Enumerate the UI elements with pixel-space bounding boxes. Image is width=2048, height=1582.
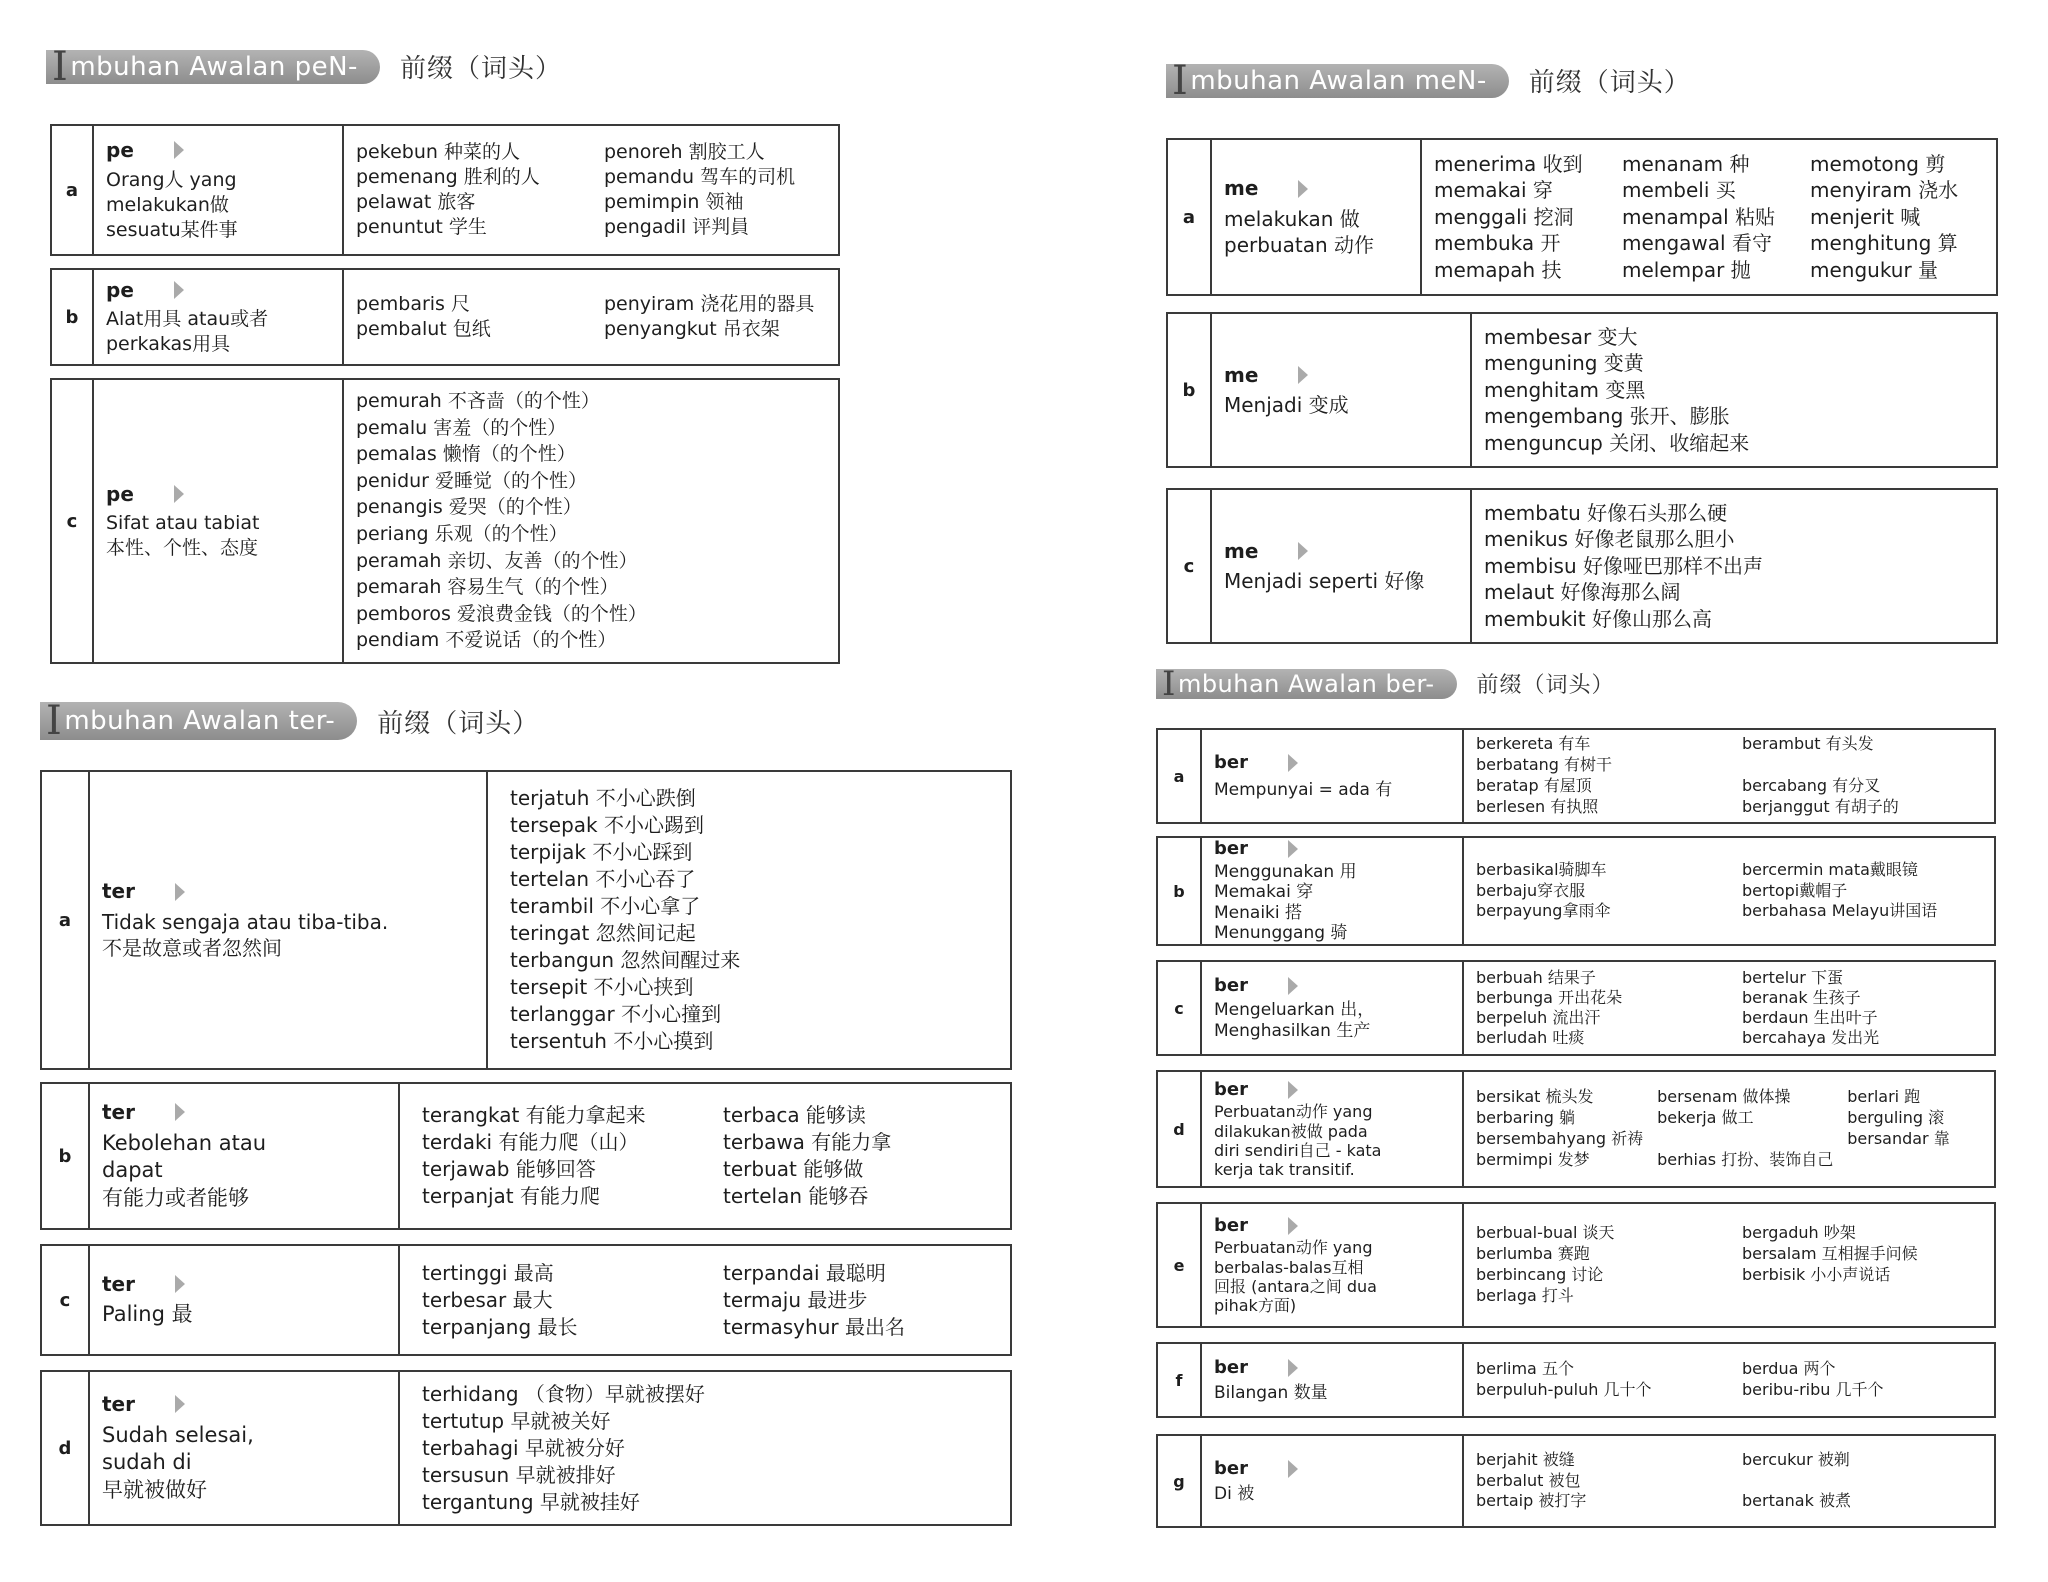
row-description (1202, 1344, 1464, 1416)
ter-row-c (40, 1244, 1012, 1356)
row-letter: b (52, 270, 94, 364)
prefix-label: me (1224, 538, 1458, 564)
arrow-icon (174, 485, 184, 503)
prefix-label: pe (106, 481, 330, 507)
word-item: termaju 最进步 (723, 1287, 868, 1312)
word-item: teringat 忽然间记起 (510, 921, 696, 945)
title-text: mbuhan Awalan ter- (64, 706, 336, 736)
word-item: pengadil 评判員 (604, 216, 750, 239)
arrow-icon (174, 141, 184, 159)
meaning-text: Sifat atau tabiat 本性、个性、态度 (106, 512, 260, 560)
title-initial: I (46, 698, 63, 744)
word-item: terdaki 有能力爬（山） (422, 1130, 639, 1154)
ber-row-g (1156, 1434, 1996, 1528)
word-list (1472, 490, 1996, 642)
word-item: terjawab 能够回答 (422, 1157, 596, 1181)
word-item: berguling 滚 (1847, 1108, 1945, 1128)
word-item: terbesar 最大 (422, 1287, 553, 1312)
word-item: pemurah 不吝啬（的个性） (356, 390, 600, 413)
row-letter: c (1158, 962, 1202, 1054)
word-item: tersusun 早就被排好 (422, 1462, 616, 1487)
word-item: terbahagi 早就被分好 (422, 1435, 625, 1460)
arrow-icon (1298, 542, 1308, 560)
word-item: bercukur 被剃 (1742, 1449, 1850, 1469)
word-item: bertelur 下蛋 (1742, 968, 1843, 987)
word-item: membeli 买 (1622, 178, 1736, 203)
word-item: berlima 五个 (1476, 1359, 1574, 1379)
word-item: terhidang （食物）早就被摆好 (422, 1381, 705, 1406)
title-text: mbuhan Awalan ber- (1177, 669, 1435, 698)
word-item: terbuat 能够做 (723, 1157, 864, 1181)
word-list (344, 380, 838, 662)
prefix-label: me (1224, 362, 1458, 388)
prefix-label: ter (102, 1271, 386, 1297)
ber-row-a (1156, 728, 1996, 824)
row-description (94, 270, 344, 364)
word-item: tertinggi 最高 (422, 1260, 554, 1285)
prefix-label: pe (106, 137, 330, 163)
word-item: bekerja 做工 (1657, 1108, 1754, 1128)
row-description (90, 1372, 400, 1524)
row-letter: d (1158, 1072, 1202, 1186)
row-letter: a (1168, 140, 1212, 294)
row-letter: g (1158, 1436, 1202, 1526)
meaning-text: Alat用具 atau或者 perkakas用具 (106, 308, 269, 356)
arrow-icon (1288, 840, 1298, 858)
word-list (1464, 1204, 1994, 1326)
meaning-text: Menggunakan 用 Memakai 穿 Menaiki 搭 Menunggang 骑 (1214, 862, 1357, 944)
prefix-label: ber (1214, 838, 1450, 860)
row-description (1202, 1072, 1464, 1186)
word-item: pendiam 不爱说话（的个性） (356, 629, 617, 652)
word-item: termasyhur 最出名 (723, 1314, 905, 1339)
word-item: berpuluh-puluh 几十个 (1476, 1380, 1652, 1399)
word-item: membesar 变大 (1484, 325, 1638, 350)
section-title-pill (1156, 663, 1457, 704)
word-item: berbunga 开出花朵 (1476, 988, 1623, 1007)
arrow-icon (1288, 1081, 1298, 1099)
word-item: terbawa 有能力拿 (723, 1130, 892, 1154)
meaning-text: Tidak sengaja atau tiba-tiba. 不是故意或者忽然间 (102, 909, 389, 961)
title-text: mbuhan Awalan peN- (70, 51, 358, 82)
word-item: membatu 好像石头那么硬 (1484, 501, 1728, 526)
meaning-text: Bilangan 数量 (1214, 1382, 1328, 1403)
word-item: bercahaya 发出光 (1742, 1028, 1880, 1047)
word-item (1742, 1471, 1982, 1492)
word-item: berbaring 躺 (1476, 1108, 1575, 1128)
meaning-text: Sudah selesai, sudah di 早就被做好 (102, 1422, 254, 1503)
word-item: bersenam 做体操 (1657, 1087, 1791, 1107)
word-item: berbisik 小小声说话 (1742, 1265, 1891, 1284)
meaning-text: melakukan 做 perbuatan 动作 (1224, 206, 1374, 258)
section-title-pill (46, 43, 380, 90)
word-item: berpayung拿雨伞 (1476, 901, 1611, 921)
word-item: melempar 抛 (1622, 257, 1751, 282)
word-item: berbahasa Melayu讲国语 (1742, 901, 1938, 921)
word-item: berdua 两个 (1742, 1359, 1836, 1379)
word-item: berbual-bual 谈天 (1476, 1223, 1615, 1243)
word-item: berhias 打扮、装饰自己 (1657, 1149, 1834, 1169)
row-letter: a (1158, 730, 1202, 822)
word-item: bersandar 靠 (1847, 1129, 1950, 1148)
section-title-men (1166, 57, 1691, 104)
word-item: terlanggar 不小心撞到 (510, 1002, 722, 1026)
prefix-label: ter (102, 878, 474, 904)
row-letter: e (1158, 1204, 1202, 1326)
row-description (94, 380, 344, 662)
word-item: berlaga 打斗 (1476, 1285, 1574, 1305)
word-item: terpijak 不小心踩到 (510, 840, 693, 864)
title-chinese: 前缀（词头） (399, 54, 562, 84)
section-title-pen (46, 43, 562, 90)
arrow-icon (1288, 1460, 1298, 1478)
word-item: menyiram 浇水 (1810, 178, 1959, 203)
row-description (90, 1246, 400, 1354)
word-item: terambil 不小心拿了 (510, 894, 701, 918)
word-list (1472, 314, 1996, 466)
row-description (1202, 838, 1464, 944)
word-item: berbaju穿衣服 (1476, 880, 1586, 900)
arrow-icon (175, 1275, 185, 1293)
word-item: penidur 爱睡觉（的个性） (356, 469, 588, 492)
row-letter: f (1158, 1344, 1202, 1416)
word-item: terbaca 能够读 (723, 1103, 866, 1127)
title-initial: I (52, 43, 69, 90)
word-item: berkereta 有车 (1476, 734, 1591, 754)
word-item: pemenang 胜利的人 (356, 165, 540, 188)
word-item: mengawal 看守 (1622, 231, 1772, 256)
arrow-icon (1288, 1217, 1298, 1235)
word-list (1464, 1344, 1994, 1416)
meaning-text: Menjadi seperti 好像 (1224, 569, 1425, 593)
word-item: penangis 爱哭（的个性） (356, 496, 582, 519)
prefix-label: ber (1214, 751, 1450, 775)
row-description (1212, 314, 1472, 466)
word-item: penyangkut 吊衣架 (604, 318, 780, 340)
word-item: berbuah 结果子 (1476, 968, 1596, 987)
row-description (90, 1084, 400, 1228)
word-list (400, 1084, 1010, 1228)
word-item: beribu-ribu 几千个 (1742, 1380, 1884, 1399)
meaning-text: Perbuatan动作 yang berbalas-balas互相 回报 (antara之间 dua pihak方面) (1214, 1238, 1377, 1315)
word-item: bergaduh 吵架 (1742, 1223, 1856, 1243)
word-item: bersikat 梳头发 (1476, 1087, 1594, 1107)
section-title-ber (1156, 663, 1615, 704)
row-letter: c (52, 380, 94, 662)
word-item: berludah 吐痰 (1476, 1028, 1585, 1047)
title-chinese: 前缀（词头） (1528, 68, 1691, 98)
men-row-c (1166, 488, 1998, 644)
word-item: pemimpin 领袖 (604, 191, 744, 213)
row-description (1212, 140, 1422, 294)
ber-row-e (1156, 1202, 1996, 1328)
word-item: tertelan 能够吞 (723, 1184, 869, 1208)
title-initial: I (1172, 57, 1189, 104)
pen-row-c (50, 378, 840, 664)
word-item: pemandu 驾车的司机 (604, 165, 796, 188)
word-item: terpanjang 最长 (422, 1314, 578, 1339)
row-description (1202, 1204, 1464, 1326)
men-row-b (1166, 312, 1998, 468)
ber-row-b (1156, 836, 1996, 946)
word-item (1742, 1286, 1982, 1307)
word-list (488, 772, 1010, 1068)
word-item: menikus 好像老鼠那么胆小 (1484, 527, 1735, 552)
word-item: berlari 跑 (1847, 1087, 1921, 1107)
word-item (1657, 1129, 1833, 1150)
word-item: penuntut 学生 (356, 216, 487, 239)
title-chinese: 前缀（词头） (1476, 673, 1615, 698)
row-description (1212, 490, 1472, 642)
word-item: bercermin mata戴眼镜 (1742, 859, 1918, 879)
row-description (94, 126, 344, 254)
word-item: menjerit 喊 (1810, 204, 1921, 229)
word-item: terpandai 最聪明 (723, 1260, 886, 1285)
word-item: menguncup 关闭、收缩起来 (1484, 430, 1750, 455)
prefix-label: ber (1214, 975, 1450, 997)
pen-row-a (50, 124, 840, 256)
prefix-label: me (1224, 175, 1408, 201)
men-row-a (1166, 138, 1998, 296)
word-item: bersalam 互相握手问候 (1742, 1244, 1918, 1264)
arrow-icon (174, 281, 184, 299)
prefix-label: pe (106, 277, 330, 303)
arrow-icon (1298, 366, 1308, 384)
word-item: bertopi戴帽子 (1742, 880, 1848, 900)
ter-row-a (40, 770, 1012, 1070)
word-item: bermimpi 发梦 (1476, 1149, 1590, 1169)
arrow-icon (1288, 977, 1298, 995)
section-title-pill (1166, 57, 1509, 104)
arrow-icon (1288, 754, 1298, 772)
word-list (1464, 1436, 1994, 1526)
word-item: bertanak 被煮 (1742, 1491, 1851, 1511)
word-item: membukit 好像山那么高 (1484, 606, 1712, 631)
arrow-icon (1288, 1359, 1298, 1377)
word-item: periang 乐观（的个性） (356, 523, 568, 545)
word-item: membuka 开 (1434, 231, 1561, 256)
prefix-label: ber (1214, 1079, 1450, 1101)
word-item: berbatang 有树干 (1476, 755, 1613, 775)
arrow-icon (175, 883, 185, 901)
meaning-text: Kebolehan atau dapat 有能力或者能够 (102, 1130, 267, 1211)
word-item: terpanjat 有能力爬 (422, 1184, 601, 1208)
row-description (90, 772, 488, 1068)
word-item: memakai 穿 (1434, 178, 1553, 203)
row-letter: a (42, 772, 90, 1068)
prefix-label: ter (102, 1099, 386, 1125)
row-letter: b (1158, 838, 1202, 944)
word-item: terjatuh 不小心跌倒 (510, 786, 696, 810)
word-item: pembaris 尺 (356, 292, 470, 315)
word-item: berjahit 被缝 (1476, 1449, 1575, 1469)
word-item: terangkat 有能力拿起来 (422, 1103, 646, 1127)
word-list (1464, 1072, 1994, 1186)
word-list (1464, 962, 1994, 1054)
word-item (1847, 1150, 1950, 1171)
row-letter: c (1168, 490, 1212, 642)
word-item: pemarah 容易生气（的个性） (356, 576, 619, 599)
word-item: memotong 剪 (1810, 152, 1946, 177)
ter-row-b (40, 1082, 1012, 1230)
word-item: menampal 粘贴 (1622, 204, 1776, 229)
word-item: melaut 好像海那么阔 (1484, 580, 1681, 605)
ber-row-d (1156, 1070, 1996, 1188)
word-item: berbincang 讨论 (1476, 1265, 1604, 1284)
arrow-icon (175, 1395, 185, 1413)
prefix-label: ber (1214, 1215, 1450, 1237)
word-item: tersepit 不小心挟到 (510, 975, 694, 999)
word-item: berdaun 生出叶子 (1742, 1008, 1878, 1027)
ter-row-d (40, 1370, 1012, 1526)
meaning-text: Menjadi 变成 (1224, 393, 1349, 417)
meaning-text: Orang人 yang melakukan做 sesuatu某件事 (106, 168, 238, 241)
word-item: berjanggut 有胡子的 (1742, 796, 1899, 816)
title-chinese: 前缀（词头） (377, 708, 540, 739)
word-item: menguning 变黄 (1484, 351, 1644, 376)
ber-row-f (1156, 1342, 1996, 1418)
word-item: mengukur 量 (1810, 257, 1939, 282)
word-item: berbasikal骑脚车 (1476, 859, 1607, 879)
word-list (1422, 140, 1996, 294)
word-list (1464, 730, 1994, 822)
word-item: berpeluh 流出汗 (1476, 1008, 1601, 1027)
row-description (1202, 730, 1464, 822)
word-item: pembalut 包纸 (356, 318, 491, 340)
word-item: bercabang 有分叉 (1742, 776, 1881, 795)
word-item: menanam 种 (1622, 152, 1750, 177)
title-initial: I (1162, 663, 1176, 704)
word-item: bersembahyang 祈祷 (1476, 1129, 1644, 1148)
section-title-pill (40, 698, 357, 744)
word-item: berlumba 赛跑 (1476, 1244, 1590, 1264)
word-item: mengembang 张开、膨胀 (1484, 404, 1730, 429)
word-item: tergantung 早就被挂好 (422, 1489, 640, 1514)
arrow-icon (175, 1103, 185, 1121)
word-list (344, 126, 838, 254)
word-list (400, 1372, 1010, 1524)
word-item: peramah 亲切、友善（的个性） (356, 549, 638, 572)
word-item: tersentuh 不小心摸到 (510, 1029, 714, 1053)
row-description (1202, 1436, 1464, 1526)
prefix-label: ber (1214, 1356, 1450, 1380)
section-title-ter (40, 698, 540, 744)
word-item: pemalu 害羞（的个性） (356, 416, 567, 439)
word-item: pemboros 爱浪费金钱（的个性） (356, 602, 647, 625)
row-letter: a (52, 126, 94, 254)
pen-row-b (50, 268, 840, 366)
word-item: beranak 生孩子 (1742, 988, 1861, 1007)
meaning-text: Mengeluarkan 出， Menghasilkan 生产 (1214, 1000, 1375, 1041)
word-item: menggali 挖洞 (1434, 204, 1574, 229)
meaning-text: Mempunyai = ada 有 (1214, 779, 1393, 800)
title-text: mbuhan Awalan meN- (1190, 65, 1487, 96)
row-letter: b (42, 1084, 90, 1228)
arrow-icon (1298, 180, 1308, 198)
word-item: pekebun 种菜的人 (356, 140, 520, 163)
word-list (344, 270, 838, 364)
word-item (1742, 755, 1982, 776)
word-item: berlesen 有执照 (1476, 796, 1599, 816)
prefix-label: ter (102, 1391, 386, 1417)
word-list (400, 1246, 1010, 1354)
ber-row-c (1156, 960, 1996, 1056)
word-item: menghitam 变黑 (1484, 377, 1646, 402)
word-item: tertelan 不小心吞了 (510, 867, 696, 891)
word-list (1464, 838, 1994, 944)
word-item: terbangun 忽然间醒过来 (510, 948, 741, 972)
word-item: penyiram 浇花用的器具 (604, 292, 815, 315)
word-item: beratap 有屋顶 (1476, 776, 1592, 795)
row-letter: b (1168, 314, 1212, 466)
word-item: pemalas 懒惰（的个性） (356, 443, 576, 466)
prefix-label: ber (1214, 1457, 1450, 1481)
meaning-text: Paling 最 (102, 1302, 193, 1327)
word-item: bertaip 被打字 (1476, 1491, 1587, 1511)
meaning-text: Di 被 (1214, 1483, 1255, 1504)
word-item: menerima 收到 (1434, 152, 1583, 177)
row-letter: c (42, 1246, 90, 1354)
word-item: menghitung 算 (1810, 231, 1958, 256)
row-letter: d (42, 1372, 90, 1524)
row-description (1202, 962, 1464, 1054)
word-item: penoreh 割胶工人 (604, 140, 765, 163)
word-item: berbalut 被包 (1476, 1470, 1581, 1490)
word-item: tersepak 不小心踢到 (510, 813, 704, 837)
word-item: tertutup 早就被关好 (422, 1408, 611, 1433)
word-item: pelawat 旅客 (356, 191, 476, 213)
meaning-text: Perbuatan动作 yang dilakukan被做 pada diri sendiri自己 - kata kerja tak transitif. (1214, 1102, 1382, 1179)
word-item: berambut 有头发 (1742, 734, 1874, 754)
word-item: membisu 好像哑巴那样不出声 (1484, 553, 1763, 578)
word-item: memapah 扶 (1434, 257, 1562, 282)
